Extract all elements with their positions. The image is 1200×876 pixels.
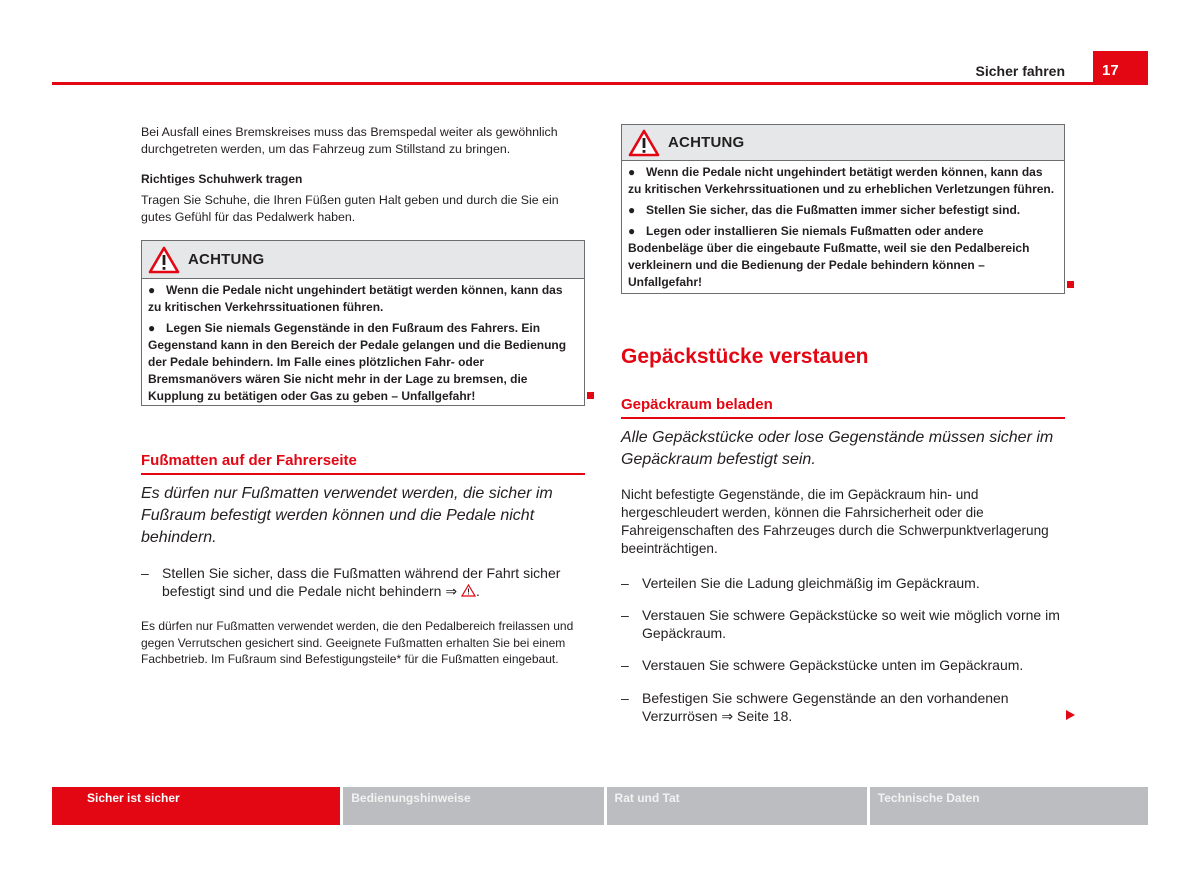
shoes-heading: Richtiges Schuhwerk tragen	[141, 172, 303, 186]
warning-item: ● Legen oder installieren Sie niemals Fußmatten oder andere Bodenbeläge über die eingebaute Fußmatte, weil sie den Pedalbereich verkleinern und die Bedienung der Pedale behindern können – Unfallgefahr!	[628, 224, 1030, 289]
warning-item: ● Legen Sie niemals Gegenstände in den Fußraum des Fahrers. Ein Gegenstand kann in den Bereich der Pedale gelangen und die Bedienung der Pedale behindern. Im Falle eines plötzlichen Fahr- oder Bremsmanövers wären Sie nicht mehr in der Lage zu bremsen, die Kupplung zu betätigen oder Gas zu geben – Unfallgefahr!	[148, 321, 567, 403]
luggage-paragraph: Nicht befestigte Gegenstände, die im Gepäckraum hin- und hergeschleudert werden, können die Fahrsicherheit oder die Fahreigenschaften des Fahrzeuges durch die Schwerpunktverlagerung beeinträchtigen.	[621, 487, 1049, 556]
shoes-paragraph: Tragen Sie Schuhe, die Ihren Füßen guten Halt geben und durch die Sie ein gutes Gefühl für das Pedalwerk haben.	[141, 193, 559, 224]
warning-reference-icon[interactable]	[461, 584, 476, 597]
footmats-step: – Stellen Sie sicher, dass die Fußmatten während der Fahrt sicher befestigt sind und die Pedale nicht behindern ⇒ .	[141, 565, 561, 599]
warning-header	[622, 125, 1064, 161]
warning-label: ACHTUNG	[668, 134, 745, 151]
luggage-step: – Verstauen Sie schwere Gepäckstücke so weit wie möglich vorne im Gepäckraum.	[621, 607, 1060, 641]
tab-technische-daten[interactable]: Technische Daten	[870, 787, 1148, 825]
tab-rat-und-tat[interactable]: Rat und Tat	[607, 787, 867, 825]
tab-sicher-ist-sicher[interactable]: Sicher ist sicher	[52, 787, 340, 825]
footmats-intro: Es dürfen nur Fußmatten verwendet werden, die sicher im Fußraum befestigt werden können und die Pedale nicht behindern.	[141, 485, 553, 546]
luggage-section-heading: Gepäckraum beladen	[621, 396, 1065, 419]
tab-bedienungshinweise[interactable]: Bedienungshinweise	[343, 787, 603, 825]
brake-circuit-paragraph: Bei Ausfall eines Bremskreises muss das Bremspedal weiter als gewöhnlich durchgetreten werden, um das Fahrzeug zum Stillstand zu bringen.	[141, 125, 558, 156]
warning-header	[142, 241, 584, 279]
footmats-note: Es dürfen nur Fußmatten verwendet werden, die den Pedalbereich freilassen und gegen Verrutschen gesichert sind. Geeignete Fußmatten erhalten Sie bei einem Fachbetrieb. Im Fußraum sind Befestigungsteile* für die Fußmatten eingebaut.	[141, 619, 574, 666]
warning-item: ● Stellen Sie sicher, das die Fußmatten immer sicher befestigt sind.	[628, 203, 1021, 217]
end-of-section-marker	[1067, 281, 1074, 288]
warning-label: ACHTUNG	[188, 251, 265, 268]
warning-triangle-icon	[628, 129, 660, 157]
luggage-intro: Alle Gepäckstücke oder lose Gegenstände müssen sicher im Gepäckraum befestigt sein.	[621, 429, 1054, 468]
luggage-step: – Verstauen Sie schwere Gepäckstücke unten im Gepäckraum.	[621, 657, 1024, 673]
end-of-section-marker	[587, 392, 594, 399]
footmats-section-heading: Fußmatten auf der Fahrerseite	[141, 452, 585, 475]
chapter-tab-bar	[52, 787, 1148, 825]
running-header-title: Sicher fahren	[975, 63, 1065, 79]
header-rule	[52, 82, 1148, 85]
page-number: 17	[1093, 51, 1148, 85]
luggage-step: – Verteilen Sie die Ladung gleichmäßig im Gepäckraum.	[621, 575, 980, 591]
luggage-step: – Befestigen Sie schwere Gegenstände an den vorhandenen Verzurrösen ⇒ Seite 18.	[621, 690, 1009, 724]
warning-box-left	[141, 240, 585, 406]
continue-arrow-icon	[1066, 710, 1075, 720]
warning-item: ● Wenn die Pedale nicht ungehindert betätigt werden können, kann das zu kritischen Verkehrssituationen führen.	[148, 283, 563, 314]
warning-box-right	[621, 124, 1065, 294]
warning-item: ● Wenn die Pedale nicht ungehindert betätigt werden können, kann das zu kritischen Verkehrssituationen und zu erheblichen Verletzungen führen.	[628, 165, 1055, 196]
warning-triangle-icon	[148, 246, 180, 274]
chapter-heading: Gepäckstücke verstauen	[621, 345, 869, 368]
